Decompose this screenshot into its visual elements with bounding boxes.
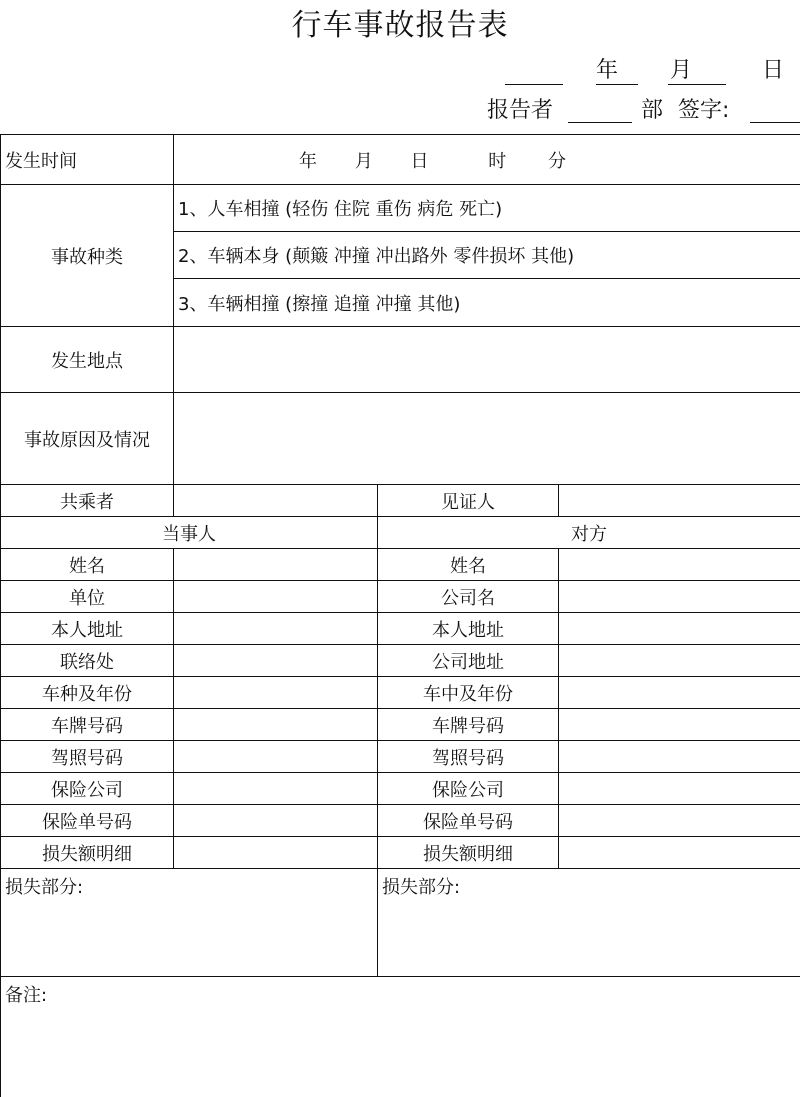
other-row-field[interactable] [559,549,800,581]
other-row-label: 损失额明细 [378,837,559,869]
location-row [1,327,800,393]
self-row-label: 单位 [1,581,174,613]
occurrence-day-unit: 日 [410,150,429,172]
other-row-field[interactable] [559,741,800,773]
remarks-row [1,977,800,1097]
occurrence-row [1,135,800,185]
party-header-row [1,517,800,549]
self-damage-label: 损失部分: [5,877,84,898]
accident-type-row-1 [1,185,800,232]
other-row-label: 本人地址 [378,613,559,645]
cause-row [1,393,800,485]
self-row-label: 损失额明细 [1,837,174,869]
witness-field[interactable] [559,485,800,517]
reporter-blank[interactable] [568,122,632,123]
other-damage-field[interactable] [378,869,800,977]
self-row-field[interactable] [174,837,378,869]
occurrence-minute-unit: 分 [547,150,566,172]
passengers-field[interactable] [174,485,378,517]
table-row [1,709,800,741]
table-row [1,773,800,805]
month-label: 月 [670,58,693,83]
month-prefix-blank[interactable] [596,84,638,85]
occurrence-month-unit: 月 [354,150,373,172]
passenger-witness-row [1,485,800,517]
table-row [1,613,800,645]
other-row-field[interactable] [559,677,800,709]
self-row-label: 车种及年份 [1,677,174,709]
other-row-field[interactable] [559,645,800,677]
self-row-field[interactable] [174,645,378,677]
self-row-label: 保险单号码 [1,805,174,837]
accident-type-option-1[interactable]: 1、人车相撞 (轻伤 住院 重伤 病危 死亡) [174,185,800,232]
other-row-label: 姓名 [378,549,559,581]
other-row-label: 保险公司 [378,773,559,805]
self-row-label: 驾照号码 [1,741,174,773]
self-row-field[interactable] [174,773,378,805]
cause-label: 事故原因及情况 [1,393,174,485]
other-row-field[interactable] [559,805,800,837]
year-blank[interactable] [505,84,563,85]
form-title: 行车事故报告表 [291,8,509,43]
other-damage-label: 损失部分: [382,877,461,898]
other-row-label: 驾照号码 [378,741,559,773]
sign-blank[interactable] [750,122,800,123]
passengers-label: 共乘者 [1,485,174,517]
self-damage-field[interactable] [1,869,378,977]
other-row-label: 车牌号码 [378,709,559,741]
month-blank[interactable] [668,84,726,85]
accident-type-option-3[interactable]: 3、车辆相撞 (擦撞 追撞 冲撞 其他) [174,279,800,327]
table-row [1,837,800,869]
occurrence-time-field[interactable] [174,135,800,185]
witness-label: 见证人 [378,485,559,517]
table-row [1,581,800,613]
occurrence-label: 发生时间 [1,135,174,185]
cause-field[interactable] [174,393,800,485]
self-row-field[interactable] [174,549,378,581]
other-row-label: 公司名 [378,581,559,613]
table-row [1,549,800,581]
self-party-header: 当事人 [1,517,378,549]
other-party-header: 对方 [378,517,800,549]
sign-label: 签字: [678,98,730,123]
reporter-label: 报告者 [487,98,554,123]
table-row [1,741,800,773]
self-row-field[interactable] [174,741,378,773]
dept-label: 部 [641,98,664,123]
day-label: 日 [762,58,785,83]
year-label: 年 [596,58,619,83]
accident-report-table [0,134,800,1097]
self-row-label: 车牌号码 [1,709,174,741]
self-row-field[interactable] [174,581,378,613]
table-row [1,677,800,709]
other-row-label: 保险单号码 [378,805,559,837]
self-row-field[interactable] [174,677,378,709]
self-row-label: 保险公司 [1,773,174,805]
self-row-field[interactable] [174,613,378,645]
other-row-field[interactable] [559,709,800,741]
accident-type-option-2[interactable]: 2、车辆本身 (颠簸 冲撞 冲出路外 零件损坏 其他) [174,232,800,279]
other-row-field[interactable] [559,837,800,869]
location-label: 发生地点 [1,327,174,393]
other-row-field[interactable] [559,773,800,805]
self-row-label: 本人地址 [1,613,174,645]
other-row-label: 公司地址 [378,645,559,677]
remarks-field[interactable] [1,977,800,1097]
accident-type-label: 事故种类 [1,185,174,327]
location-field[interactable] [174,327,800,393]
self-row-field[interactable] [174,805,378,837]
occurrence-hour-unit: 时 [488,150,507,172]
table-row [1,645,800,677]
other-row-field[interactable] [559,613,800,645]
table-row [1,805,800,837]
occurrence-year-unit: 年 [299,150,317,172]
remarks-label: 备注: [5,985,48,1006]
other-row-field[interactable] [559,581,800,613]
damage-row [1,869,800,977]
self-row-label: 姓名 [1,549,174,581]
self-row-label: 联络处 [1,645,174,677]
other-row-label: 车中及年份 [378,677,559,709]
self-row-field[interactable] [174,709,378,741]
